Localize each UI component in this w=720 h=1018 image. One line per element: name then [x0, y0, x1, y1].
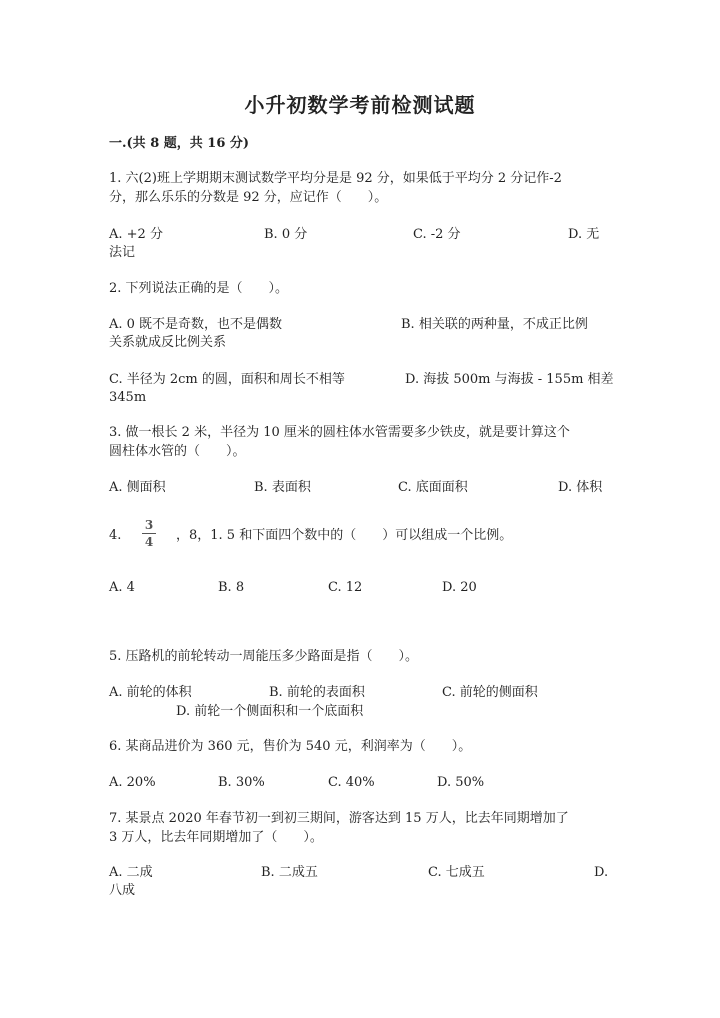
- question-1-option-a: A. +2 分: [109, 227, 163, 242]
- question-4-number: 4.: [109, 528, 122, 543]
- question-7-option-b: B. 二成五: [261, 865, 318, 880]
- question-3-stem-line1: 3. 做一根长 2 米，半径为 10 厘米的圆柱体水管需要多少铁皮，就是要计算这个: [109, 425, 570, 440]
- question-4-option-d: D. 20: [442, 580, 477, 595]
- question-5-option-c: C. 前轮的侧面积: [442, 685, 538, 700]
- question-3-option-b: B. 表面积: [254, 480, 311, 495]
- question-6-option-c: C. 40%: [328, 775, 375, 790]
- question-4-option-b: B. 8: [218, 580, 245, 595]
- question-4-stem: ，8，1. 5 和下面四个数中的（ ）可以组成一个比例。: [176, 528, 513, 543]
- section-heading: 一.(共 8 题，共 16 分): [109, 136, 250, 151]
- question-7-option-d: D.: [594, 865, 609, 880]
- question-4-option-c: C. 12: [328, 580, 363, 595]
- question-2-option-d: D. 海拔 500m 与海拔 - 155m 相差: [405, 372, 614, 387]
- question-2-stem: 2. 下列说法正确的是（ ）。: [109, 281, 289, 296]
- question-2-option-c: C. 半径为 2cm 的圆，面积和周长不相等: [109, 372, 345, 387]
- question-3-stem-line2: 圆柱体水管的（ ）。: [109, 444, 246, 459]
- question-6-option-d: D. 50%: [437, 775, 485, 790]
- question-2-option-b-wrap: 关系就成反比例关系: [109, 335, 227, 350]
- question-7-option-c: C. 七成五: [428, 865, 485, 880]
- page-title: 小升初数学考前检测试题: [244, 93, 476, 117]
- question-7-stem-line1: 7. 某景点 2020 年春节初一到初三期间，游客达到 15 万人，比去年同期增加了: [109, 811, 569, 826]
- question-3-option-d: D. 体积: [558, 480, 603, 495]
- question-6-option-a: A. 20%: [109, 775, 156, 790]
- question-1-stem-line2: 分，那么乐乐的分数是 92 分，应记作（ ）。: [109, 190, 388, 205]
- question-3-option-c: C. 底面面积: [398, 480, 468, 495]
- question-5-option-a: A. 前轮的体积: [109, 685, 192, 700]
- question-6-option-b: B. 30%: [218, 775, 265, 790]
- question-1-option-b: B. 0 分: [264, 227, 308, 242]
- question-3-option-a: A. 侧面积: [109, 480, 166, 495]
- question-1-stem-line1: 1. 六(2)班上学期期末测试数学平均分是是 92 分，如果低于平均分 2 分记作-2: [109, 171, 562, 186]
- question-1-option-d-wrap: 法记: [109, 245, 136, 260]
- question-5-option-b: B. 前轮的表面积: [269, 685, 365, 700]
- question-7-option-a: A. 二成: [109, 865, 153, 880]
- question-4-option-a: A. 4: [109, 580, 135, 595]
- fraction-three-quarters: [142, 518, 156, 549]
- question-2-option-d-wrap: 345m: [109, 390, 147, 405]
- fraction-bar: [142, 533, 156, 534]
- question-1-option-c: C. -2 分: [413, 227, 461, 242]
- question-2-option-b: B. 相关联的两种量，不成正比例: [401, 317, 588, 332]
- question-7-option-d-wrap: 八成: [109, 883, 136, 898]
- question-6-stem: 6. 某商品进价为 360 元，售价为 540 元，利润率为（ ）。: [109, 739, 472, 754]
- fraction-denominator: 4: [144, 535, 154, 549]
- question-7-stem-line2: 3 万人，比去年同期增加了（ ）。: [109, 830, 323, 845]
- question-5-option-d: D. 前轮一个侧面积和一个底面积: [176, 704, 364, 719]
- question-1-option-d: D. 无: [568, 227, 600, 242]
- fraction-numerator: 3: [144, 518, 154, 532]
- question-5-stem: 5. 压路机的前轮转动一周能压多少路面是指（ ）。: [109, 649, 419, 664]
- question-2-option-a: A. 0 既不是奇数，也不是偶数: [109, 317, 283, 332]
